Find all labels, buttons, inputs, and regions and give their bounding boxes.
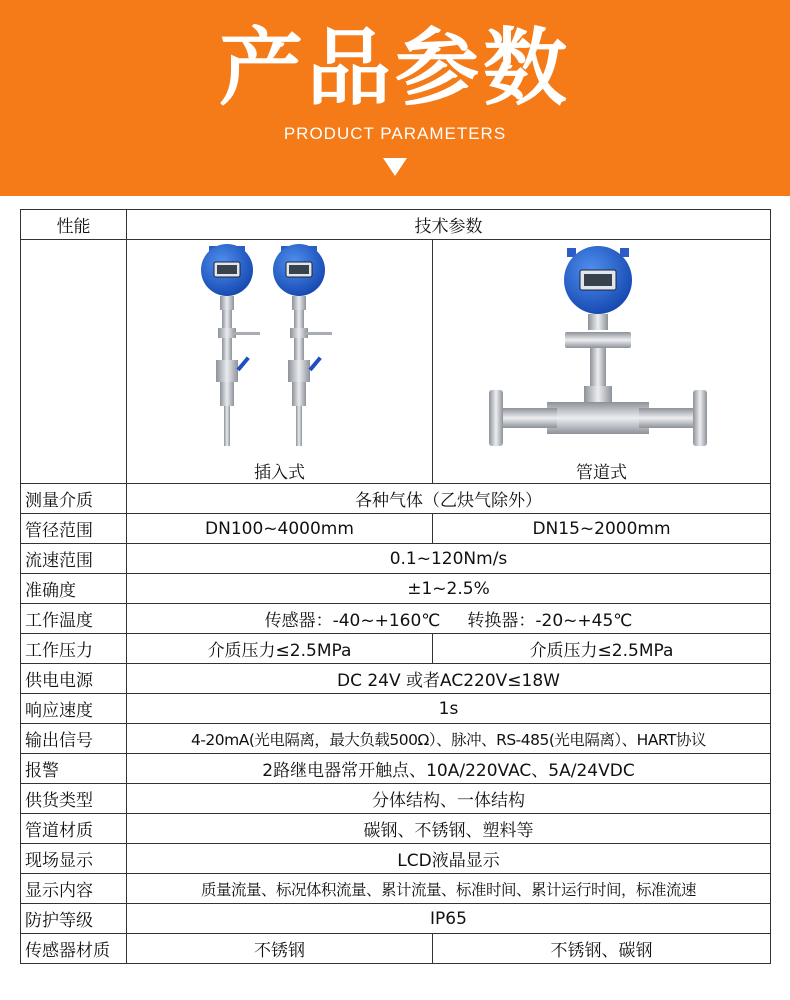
table-row: [21, 904, 771, 934]
table-row: [21, 664, 771, 694]
table-row: [21, 784, 771, 814]
row-value: 传感器：-40~+160℃ 转换器：-20~+45℃: [127, 604, 771, 634]
insertion-caption: 插入式: [254, 463, 305, 483]
row-label: 防护等级: [21, 904, 127, 934]
row-value: ±1~2.5%: [127, 574, 771, 604]
row-value-right: 介质压力≤2.5MPa: [433, 634, 771, 664]
row-label: 输出信号: [21, 724, 127, 754]
pipeline-image-cell: [433, 240, 771, 484]
insertion-flowmeter-icon: [180, 240, 380, 462]
row-value-left: 不锈钢: [127, 934, 433, 964]
row-value: 0.1~120Nm/s: [127, 544, 771, 574]
page-title: 产品参数: [218, 19, 571, 117]
table-header-row: [21, 210, 771, 240]
table-row: [21, 634, 771, 664]
table-row: [21, 814, 771, 844]
header-banner: [0, 0, 790, 196]
row-value-left: DN100~4000mm: [127, 514, 433, 544]
spec-table: [20, 209, 771, 964]
table-row: [21, 934, 771, 964]
row-value: 碳钢、不锈钢、塑料等: [127, 814, 771, 844]
row-label: 工作压力: [21, 634, 127, 664]
row-value-right: DN15~2000mm: [433, 514, 771, 544]
pipeline-caption: 管道式: [576, 463, 627, 483]
table-row: [21, 844, 771, 874]
row-label: 报警: [21, 754, 127, 784]
row-label: 供电电源: [21, 664, 127, 694]
row-label: 测量介质: [21, 484, 127, 514]
header-cell-performance: 性能: [21, 210, 127, 240]
table-row: [21, 484, 771, 514]
insertion-image-cell: [127, 240, 433, 484]
table-row: [21, 724, 771, 754]
row-label: 管径范围: [21, 514, 127, 544]
row-value: DC 24V 或者AC220V≤18W: [127, 664, 771, 694]
table-row: [21, 754, 771, 784]
row-label: 传感器材质: [21, 934, 127, 964]
row-value: 分体结构、一体结构: [127, 784, 771, 814]
row-label: 现场显示: [21, 844, 127, 874]
row-value: LCD液晶显示: [127, 844, 771, 874]
table-row: [21, 604, 771, 634]
table-row: [21, 874, 771, 904]
header-cell-params: 技术参数: [127, 210, 771, 240]
down-arrow-icon: [383, 158, 407, 176]
table-row: [21, 574, 771, 604]
table-row: [21, 514, 771, 544]
image-row-label: [21, 240, 127, 484]
row-value: 各种气体（乙炔气除外）: [127, 484, 771, 514]
row-value-right: 不锈钢、碳钢: [433, 934, 771, 964]
row-label: 工作温度: [21, 604, 127, 634]
table-row: [21, 694, 771, 724]
row-label: 显示内容: [21, 874, 127, 904]
row-label: 供货类型: [21, 784, 127, 814]
image-row: [21, 240, 771, 484]
row-label: 流速范围: [21, 544, 127, 574]
row-value: IP65: [127, 904, 771, 934]
pipeline-flowmeter-icon: [487, 240, 717, 462]
row-value-left: 介质压力≤2.5MPa: [127, 634, 433, 664]
row-label: 管道材质: [21, 814, 127, 844]
row-value: 1s: [127, 694, 771, 724]
row-value: 4-20mA(光电隔离，最大负载500Ω）、脉冲、RS-485(光电隔离）、HART协议: [127, 724, 771, 754]
row-label: 响应速度: [21, 694, 127, 724]
page-subtitle: PRODUCT PARAMETERS: [283, 124, 507, 143]
row-label: 准确度: [21, 574, 127, 604]
row-value: 2路继电器常开触点、10A/220VAC、5A/24VDC: [127, 754, 771, 784]
row-value: 质量流量、标况体积流量、累计流量、标准时间、累计运行时间，标准流速: [127, 874, 771, 904]
table-row: [21, 544, 771, 574]
